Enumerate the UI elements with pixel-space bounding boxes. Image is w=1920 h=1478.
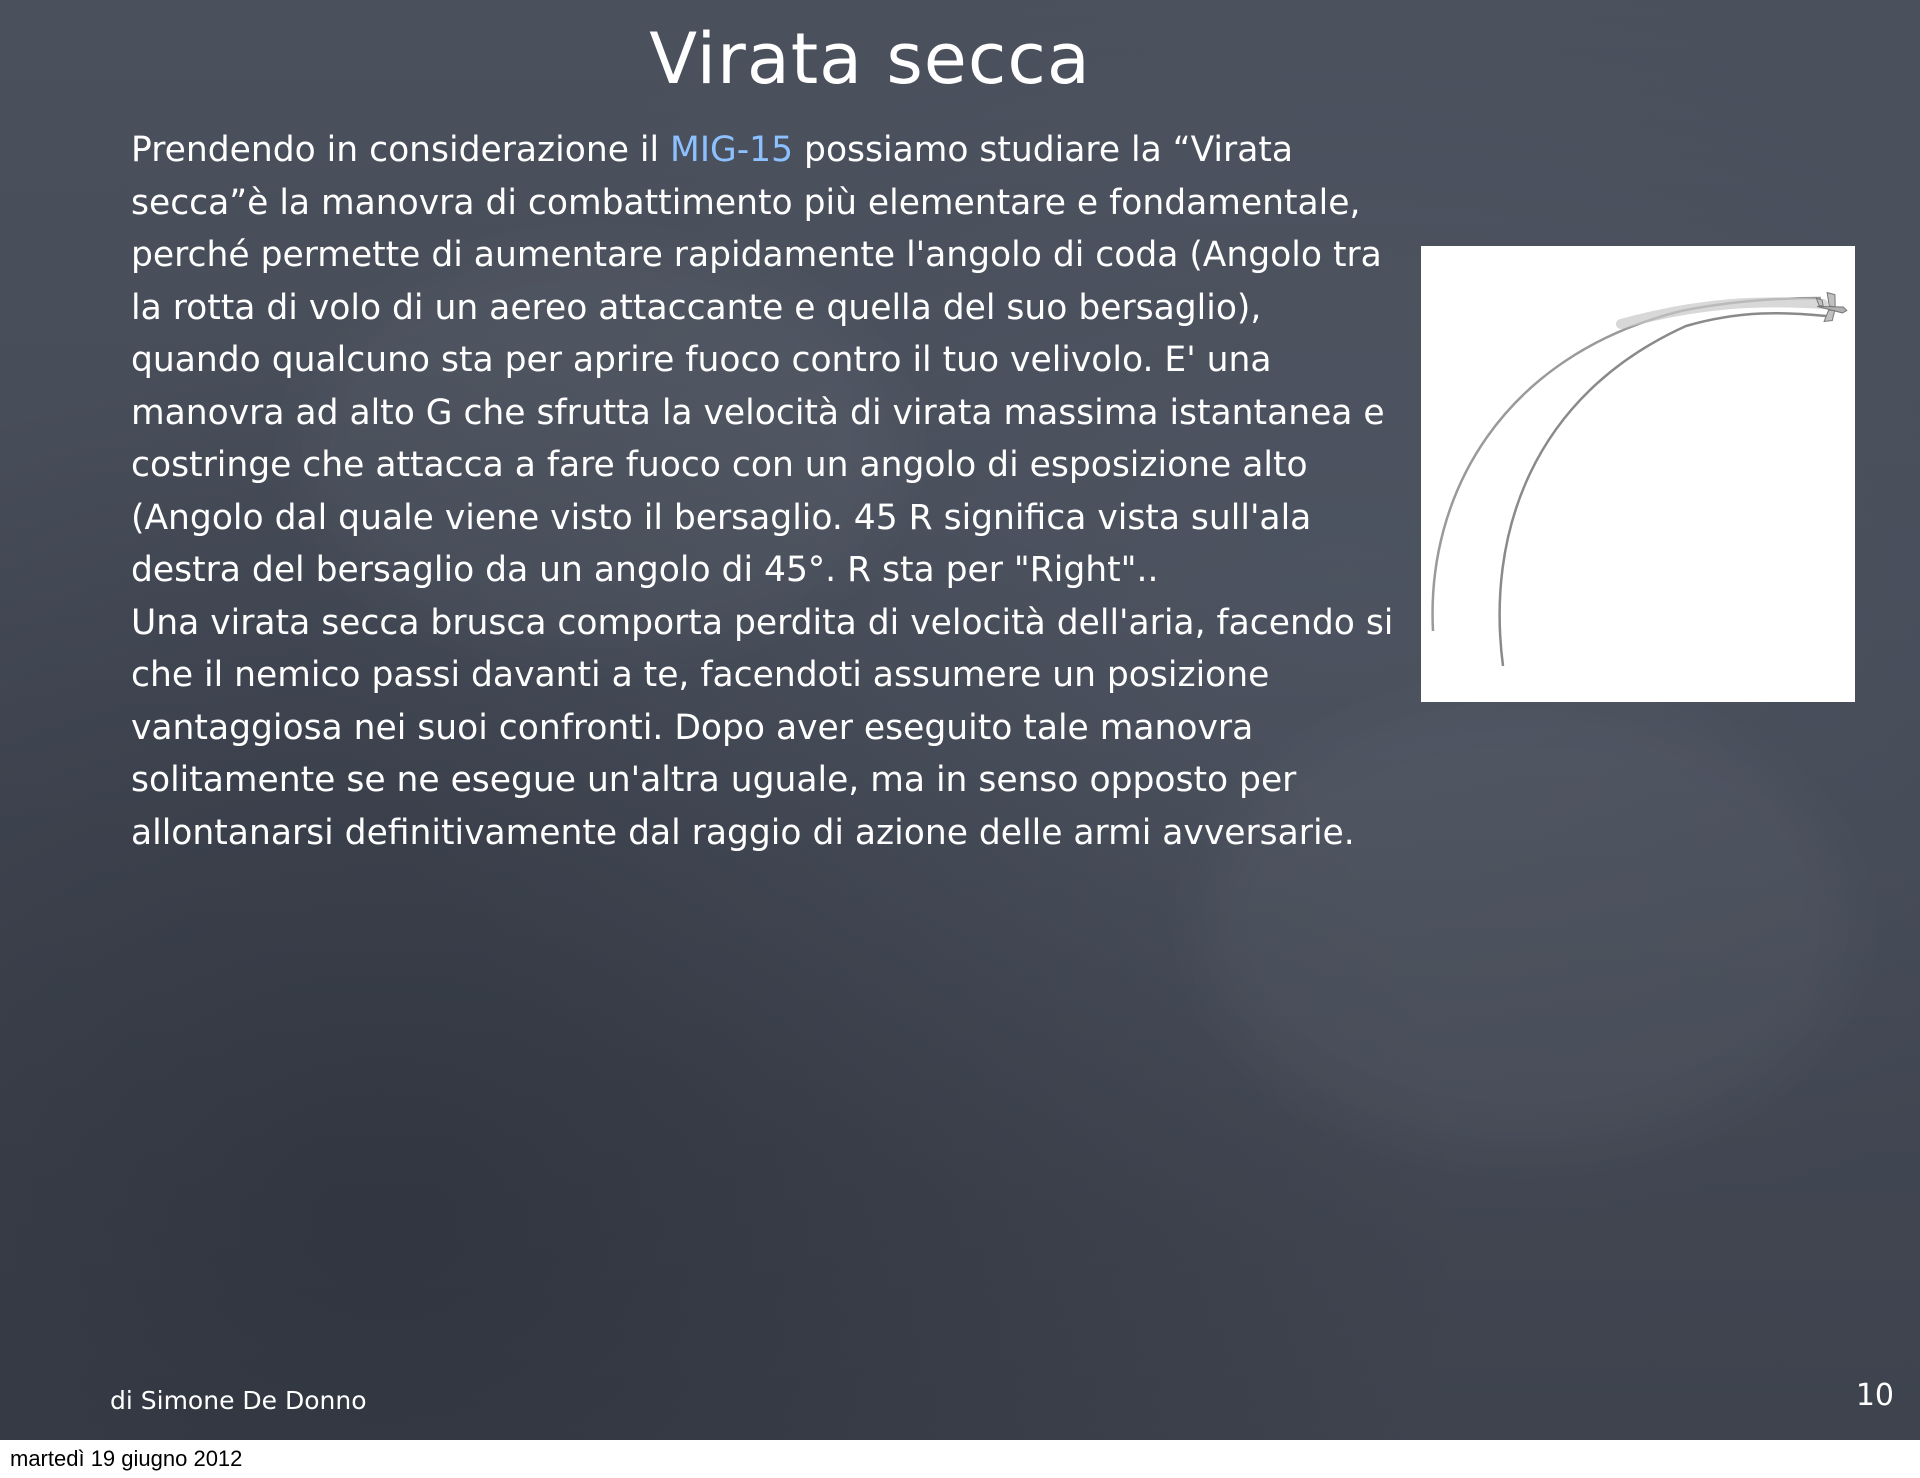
paragraph-1-intro: Prendendo in considerazione il (131, 130, 671, 170)
print-date: martedì 19 giugno 2012 (10, 1446, 243, 1471)
turn-illustration (1421, 246, 1855, 702)
paragraph-2: Una virata secca brusca comporta perdita di velocità dell'aria, facendo si che il nemico passi davanti a te, facendoti assumere un posizione vantaggiosa nei suoi confronti. Dopo aver eseguito tale manovra solitamente se ne esegue un'altra uguale, ma in senso opposto per allontanarsi definitivamente dal raggio di azione delle armi avversarie. (131, 602, 1394, 853)
slide-title: Virata secca (649, 18, 1091, 100)
paragraph-1-rest: possiamo studiare la “Virata secca”è la manovra di combattimento più elementare e fondamentale, perché permette di aumentare rapidamente l'angolo di coda (Angolo tra la rotta di volo di un aereo attaccante e quella del suo bersaglio), quando qualcuno sta per aprire fuoco contro il tuo velivolo. E' una manovra ad alto G che sfrutta la velocità di virata massima istantanea e costringe che attacca a fare fuoco con un angolo di esposizione alto (Angolo dal quale viene visto il bersaglio. 45 R significa vista sull'ala destra del bersaglio da un angolo di 45°. R sta per "Right".. (131, 130, 1385, 590)
page-number: 10 (1855, 1378, 1894, 1413)
slide-body (131, 124, 1401, 859)
footer-author: di Simone De Donno (110, 1386, 367, 1415)
paragraph-1 (131, 124, 1401, 597)
mig-15-link[interactable]: MIG-15 (670, 130, 794, 170)
aircraft-turn-trail-illustration-icon (1421, 246, 1855, 702)
